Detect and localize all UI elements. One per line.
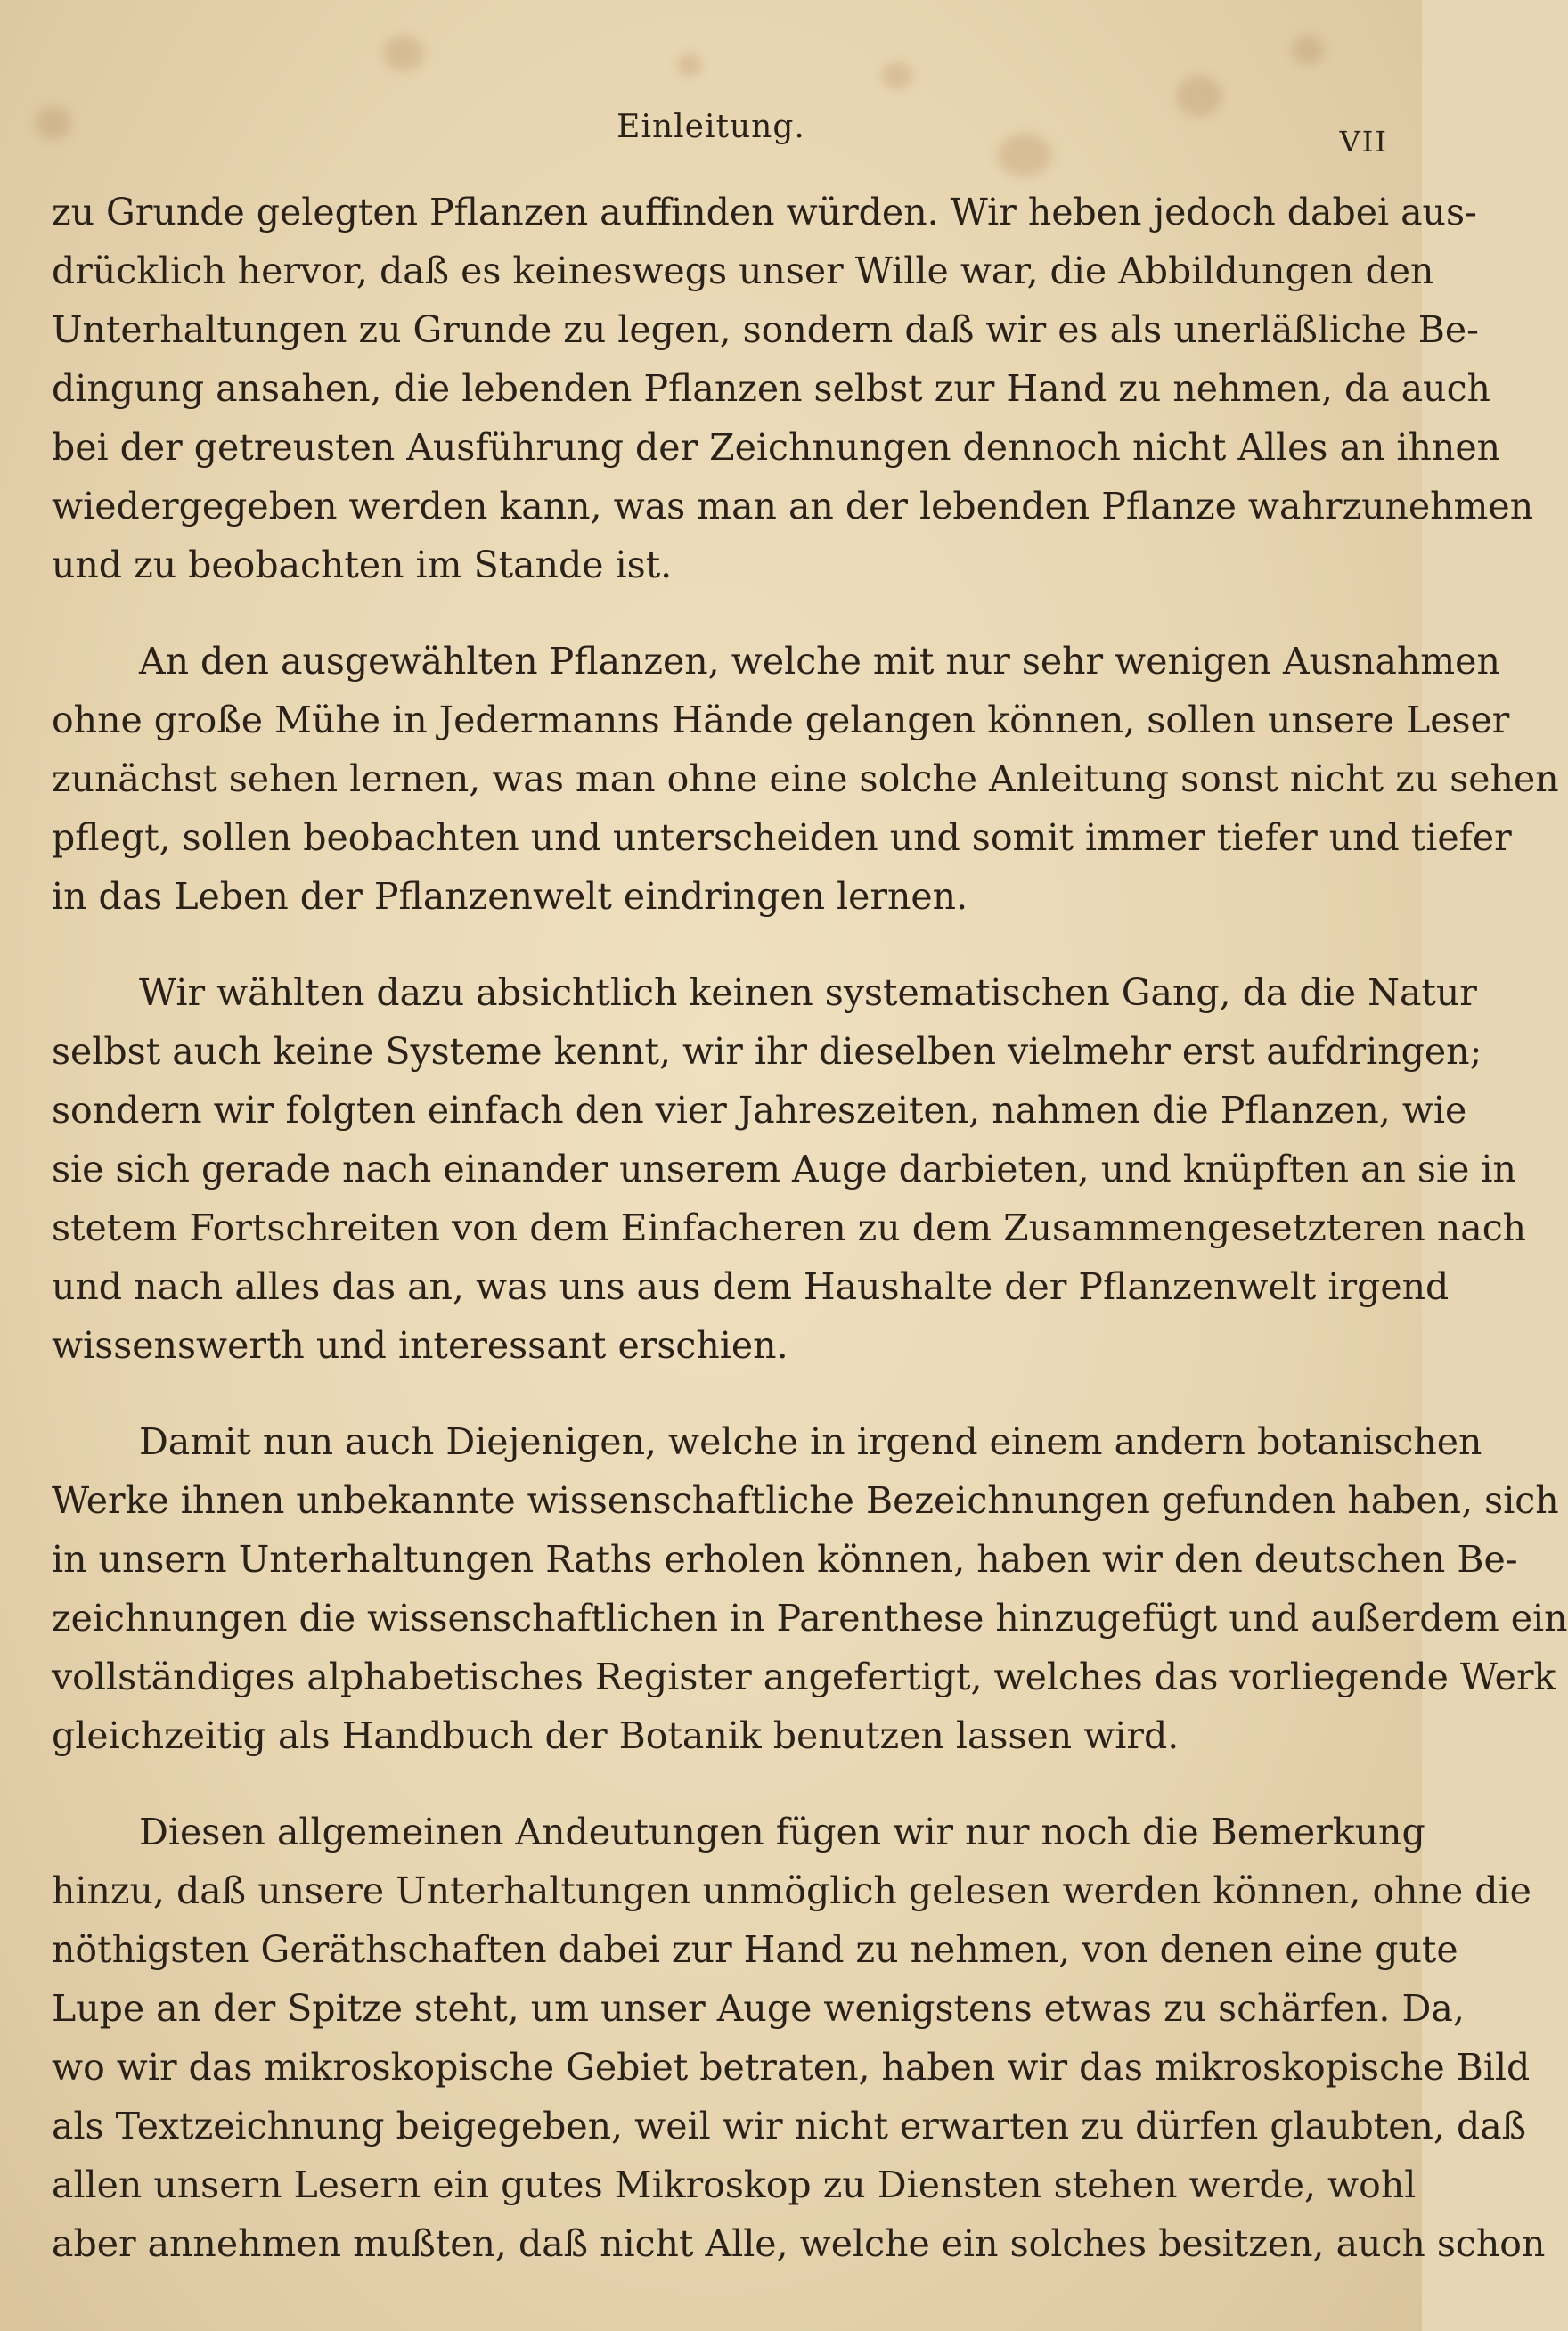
page-number: VII bbox=[1339, 125, 1388, 159]
paper-stain bbox=[1292, 36, 1324, 64]
running-title: Einleitung. bbox=[617, 109, 805, 145]
text-line: stetem Fortschreiten von dem Einfacheren zu dem Zusammengesetzteren nach bbox=[52, 1206, 1527, 1249]
text-line: als Textzeichnung beigegeben, weil wir nicht erwarten zu dürfen glaubten, daß bbox=[52, 2105, 1527, 2147]
text-line: wiedergegeben werden kann, was man an der lebenden Pflanze wahrzunehmen bbox=[52, 485, 1534, 528]
paper-stain bbox=[383, 36, 424, 71]
text-line: hinzu, daß unsere Unterhaltungen unmöglich gelesen werden können, ohne die bbox=[52, 1869, 1531, 1912]
text-line: bei der getreusten Ausführung der Zeichnungen dennoch nicht Alles an ihnen bbox=[52, 426, 1500, 469]
text-line: ohne große Mühe in Jedermanns Hände gelangen können, sollen unsere Leser bbox=[52, 699, 1510, 741]
text-line: in das Leben der Pflanzenwelt eindringen lernen. bbox=[52, 875, 968, 918]
text-line: und nach alles das an, was uns aus dem Haushalte der Pflanzenwelt irgend bbox=[52, 1265, 1450, 1308]
running-header bbox=[0, 109, 1422, 159]
body-text bbox=[52, 183, 1568, 2311]
text-line: zeichnungen die wissenschaftlichen in Parenthese hinzugefügt und außerdem ein bbox=[52, 1597, 1568, 1640]
text-line: Wir wählten dazu absichtlich keinen systematischen Gang, da die Natur bbox=[139, 971, 1477, 1014]
text-line: wissenswerth und interessant erschien. bbox=[52, 1324, 788, 1367]
text-line: wo wir das mikroskopische Gebiet betraten, haben wir das mikroskopische Bild bbox=[52, 2046, 1531, 2089]
text-line: An den ausgewählten Pflanzen, welche mit nur sehr wenigen Ausnahmen bbox=[139, 640, 1500, 683]
text-line: sie sich gerade nach einander unserem Auge darbieten, und knüpften an sie in bbox=[52, 1148, 1516, 1190]
text-line: gleichzeitig als Handbuch der Botanik benutzen lassen wird. bbox=[52, 1714, 1180, 1757]
paper-stain bbox=[677, 53, 702, 77]
paragraph bbox=[52, 1412, 1568, 1765]
paragraph bbox=[52, 963, 1527, 1375]
text-line: sondern wir folgten einfach den vier Jahreszeiten, nahmen die Pflanzen, wie bbox=[52, 1089, 1467, 1132]
text-line: Damit nun auch Diejenigen, welche in irgend einem andern botanischen bbox=[139, 1420, 1482, 1463]
text-line: zu Grunde gelegten Pflanzen auffinden würden. Wir heben jedoch dabei aus- bbox=[52, 191, 1477, 233]
text-line: Unterhaltungen zu Grunde zu legen, sondern daß wir es als unerläßliche Be- bbox=[52, 308, 1479, 351]
paragraph bbox=[52, 1803, 1546, 2273]
text-line: Diesen allgemeinen Andeutungen fügen wir nur noch die Bemerkung bbox=[139, 1811, 1425, 1853]
text-line: vollständiges alphabetisches Register angefertigt, welches das vorliegende Werk bbox=[52, 1656, 1556, 1698]
paragraph bbox=[52, 183, 1534, 594]
paragraph bbox=[52, 632, 1559, 926]
paper-stain bbox=[882, 62, 912, 89]
text-line: pflegt, sollen beobachten und unterscheiden und somit immer tiefer und tiefer bbox=[52, 816, 1512, 859]
text-line: und zu beobachten im Stande ist. bbox=[52, 544, 673, 586]
text-line: Lupe an der Spitze steht, um unser Auge wenigstens etwas zu schärfen. Da, bbox=[52, 1987, 1465, 2030]
text-line: in unsern Unterhaltungen Raths erholen können, haben wir den deutschen Be- bbox=[52, 1538, 1518, 1581]
text-line: zunächst sehen lernen, was man ohne eine solche Anleitung sonst nicht zu sehen bbox=[52, 757, 1559, 800]
text-line: nöthigsten Geräthschaften dabei zur Hand zu nehmen, von denen eine gute bbox=[52, 1928, 1458, 1971]
text-line: Werke ihnen unbekannte wissenschaftliche Bezeichnungen gefunden haben, sich bbox=[52, 1479, 1559, 1522]
text-line: allen unsern Lesern ein gutes Mikroskop zu Diensten stehen werde, wohl bbox=[52, 2163, 1417, 2206]
text-line: drücklich hervor, daß es keineswegs unser Wille war, die Abbildungen den bbox=[52, 249, 1434, 292]
text-line: aber annehmen mußten, daß nicht Alle, welche ein solches besitzen, auch schon bbox=[52, 2222, 1546, 2265]
text-line: selbst auch keine Systeme kennt, wir ihr dieselben vielmehr erst aufdringen; bbox=[52, 1030, 1482, 1073]
text-line: dingung ansahen, die lebenden Pflanzen selbst zur Hand zu nehmen, da auch bbox=[52, 367, 1490, 410]
